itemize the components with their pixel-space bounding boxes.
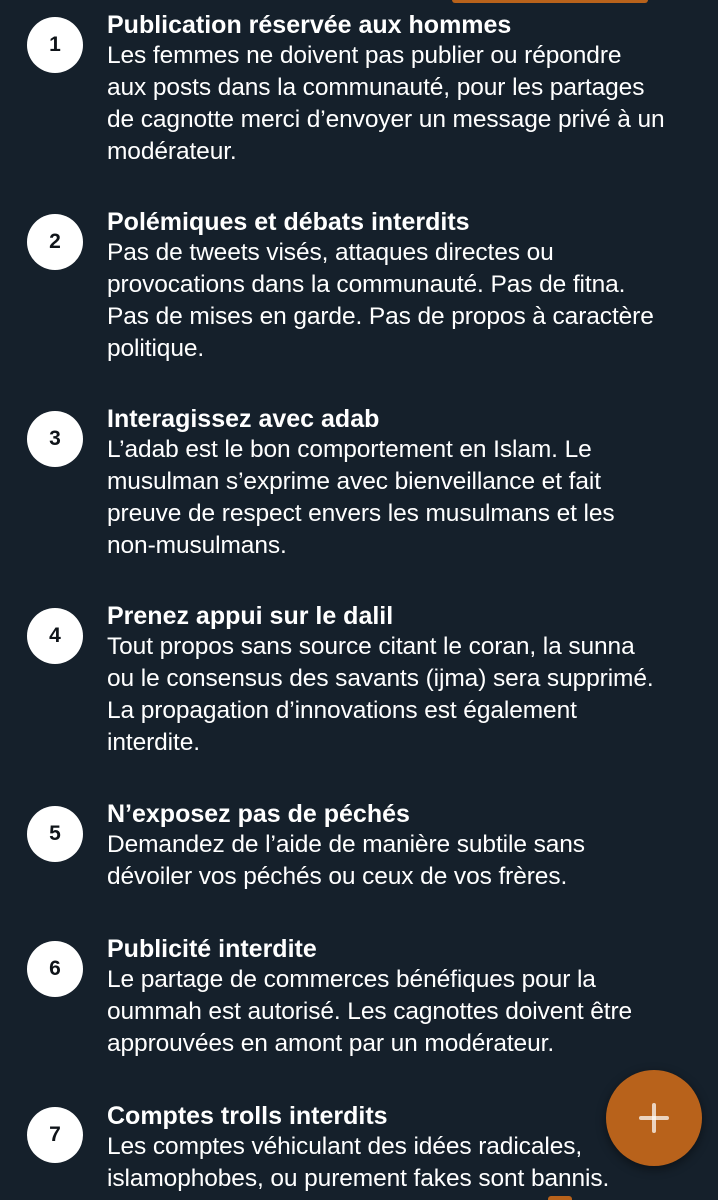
rule-description: Les femmes ne doivent pas publier ou répondre aux posts dans la communauté, pour les partages de cagnotte merci d’envoyer un message privé à un modérateur. <box>107 42 665 165</box>
rule-title: N’exposez pas de péchés <box>107 800 410 828</box>
rule-description: Les comptes véhiculant des idées radicales, islamophobes, ou purement fakes sont bannis. <box>107 1133 610 1192</box>
rule-text <box>107 207 707 365</box>
rule-title: Publication réservée aux hommes <box>107 11 512 39</box>
rule-description: Le partage de commerces bénéfiques pour la oummah est autorisé. Les cagnottes doivent être approuvées en amont par un modérateur. <box>107 966 633 1057</box>
rule-number-badge: 7 <box>27 1107 83 1163</box>
rule-description: Pas de tweets visés, attaques directes ou provocations dans la communauté. Pas de fitna. Pas de mises en garde. Pas de propos à caractère politique. <box>107 239 654 362</box>
rule-title: Prenez appui sur le dalil <box>107 602 394 630</box>
rule-text <box>107 404 707 562</box>
top-accent-strip <box>452 0 648 3</box>
rule-title: Comptes trolls interdits <box>107 1102 388 1130</box>
rule-description: Tout propos sans source citant le coran, la sunna ou le consensus des savants (ijma) sera supprimé. La propagation d’innovations est également interdite. <box>107 633 654 756</box>
rule-number-badge: 5 <box>27 806 83 862</box>
bottom-accent-strip <box>548 1196 572 1200</box>
rule-number-badge: 6 <box>27 941 83 997</box>
rule-number-badge: 4 <box>27 608 83 664</box>
rule-text <box>107 601 707 759</box>
rule-title: Interagissez avec adab <box>107 405 380 433</box>
rule-number-badge: 3 <box>27 411 83 467</box>
rule-title: Publicité interdite <box>107 935 317 963</box>
compose-post-button[interactable] <box>606 1070 702 1166</box>
rule-text <box>107 799 707 893</box>
rule-description: Demandez de l’aide de manière subtile sans dévoiler vos péchés ou ceux de vos frères. <box>107 831 585 890</box>
rule-number-badge: 1 <box>27 17 83 73</box>
rule-description: L’adab est le bon comportement en Islam. Le musulman s’exprime avec bienveillance et fait preuve de respect envers les musulmans et les non-musulmans. <box>107 436 615 559</box>
rule-text <box>107 10 707 168</box>
rule-number-badge: 2 <box>27 214 83 270</box>
rule-title: Polémiques et débats interdits <box>107 208 470 236</box>
plus-icon <box>639 1103 669 1133</box>
rule-text <box>107 934 707 1060</box>
